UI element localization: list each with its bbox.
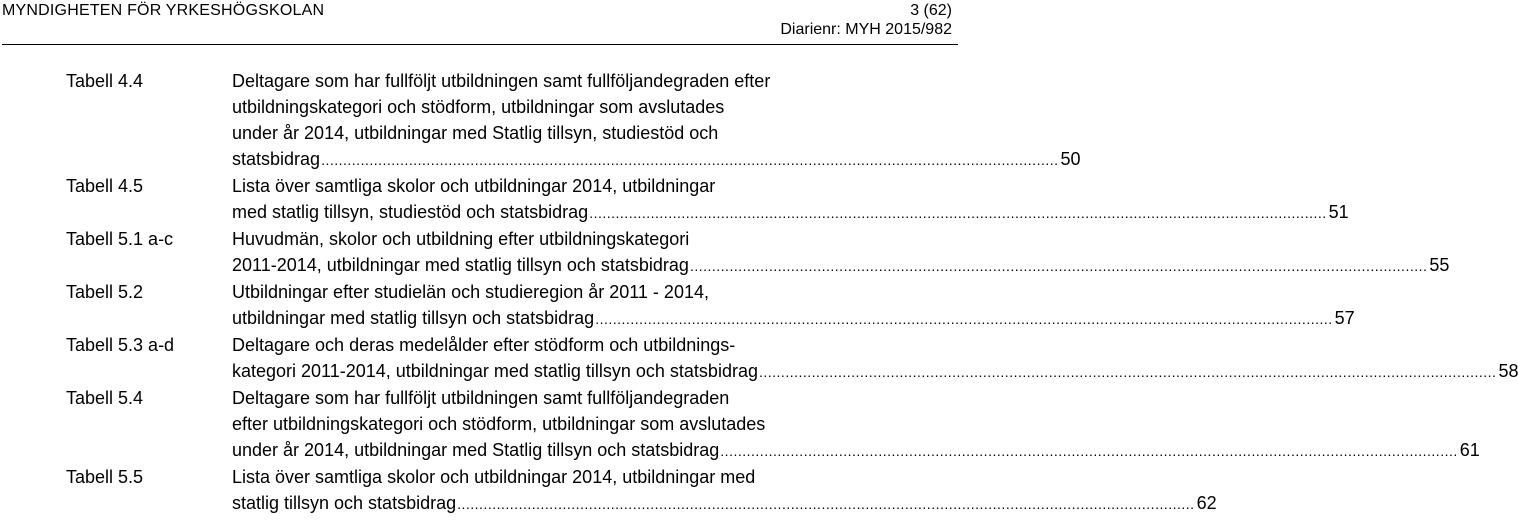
toc-entry-last-line: med statlig tillsyn, studiestöd och statsbidrag ........................................................................................................................................................................ 51 — [232, 199, 840, 226]
toc-entry-tabell-5-1[interactable] — [0, 226, 1450, 279]
toc-entry-tabell-4-4[interactable] — [0, 68, 1081, 173]
toc-entry-last-line: under år 2014, utbildningar med Statlig tillsyn och statsbidrag ........................................................................................................................................................................ 61 — [232, 437, 840, 464]
toc-entry-line: utbildningskategori och stödform, utbildningar som avslutades — [232, 97, 725, 117]
toc-entry-line: Lista över samtliga skolor och utbildningar 2014, utbildningar med — [232, 467, 756, 487]
toc-entry-last-line: statsbidrag ........................................................................................................................................................................ 50 — [232, 146, 840, 173]
dot-leader: ........................................................................................................................................................................ — [457, 496, 1195, 512]
page-number: 55 — [1429, 255, 1450, 275]
dot-leader: ........................................................................................................................................................................ — [595, 311, 1333, 327]
toc-entry-body — [232, 464, 1217, 517]
page-number: 57 — [1334, 308, 1355, 328]
diary-number: Diarienr: MYH 2015/982 — [780, 21, 952, 38]
toc-entry-line: efter utbildningskategori och stödform, utbildningar som avslutades — [232, 414, 766, 434]
toc-entry-body — [232, 279, 1355, 332]
toc-entry-body — [232, 226, 1450, 279]
agency-name: MYNDIGHETEN FÖR YRKESHÖGSKOLAN — [2, 2, 325, 19]
toc-entry-tabell-5-2[interactable] — [0, 279, 1355, 332]
toc-entry-line: Deltagare som har fullföljt utbildningen samt fullföljandegraden — [232, 388, 730, 408]
dot-leader: ........................................................................................................................................................................ — [720, 443, 1458, 459]
toc-entry-tabell-4-5[interactable] — [0, 173, 1349, 226]
header-divider — [2, 44, 958, 45]
table-of-contents — [0, 68, 1518, 517]
toc-entry-last-line: kategori 2011-2014, utbildningar med statlig tillsyn och statsbidrag ........................................................................................................................................................................ 58 — [232, 358, 840, 385]
toc-entry-tabell-5-4[interactable] — [0, 385, 1480, 464]
toc-entry-line: Lista över samtliga skolor och utbildningar 2014, utbildningar — [232, 176, 716, 196]
toc-entry-label: Tabell 4.4 — [66, 71, 144, 91]
toc-entry-line: under år 2014, utbildningar med Statlig tillsyn, studiestöd och — [232, 123, 719, 143]
toc-entry-tabell-5-5[interactable] — [0, 464, 1217, 517]
toc-entry-label: Tabell 4.5 — [66, 176, 144, 196]
toc-entry-last-line: utbildningar med statlig tillsyn och statsbidrag ........................................................................................................................................................................ 57 — [232, 305, 840, 332]
toc-entry-body — [232, 385, 1480, 464]
toc-entry-body — [232, 173, 1349, 226]
toc-entry-label: Tabell 5.2 — [66, 282, 144, 302]
page-number: 50 — [1060, 149, 1081, 169]
dot-leader: ........................................................................................................................................................................ — [758, 364, 1497, 380]
page-number: 61 — [1459, 440, 1480, 460]
toc-entry-label: Tabell 5.1 a-c — [66, 229, 174, 249]
page-number: 62 — [1196, 493, 1217, 513]
toc-entry-label: Tabell 5.4 — [66, 388, 144, 408]
dot-leader: ........................................................................................................................................................................ — [689, 258, 1428, 274]
page-number: 58 — [1498, 361, 1518, 381]
dot-leader: ........................................................................................................................................................................ — [321, 152, 1059, 168]
toc-entry-line: Deltagare och deras medelålder efter stödform och utbildnings- — [232, 335, 736, 355]
toc-entry-line: Huvudmän, skolor och utbildning efter utbildningskategori — [232, 229, 690, 249]
dot-leader: ........................................................................................................................................................................ — [589, 205, 1327, 221]
toc-entry-line: Deltagare som har fullföljt utbildningen samt fullföljandegraden efter — [232, 71, 771, 91]
toc-entry-last-line: statlig tillsyn och statsbidrag ........................................................................................................................................................................ 62 — [232, 490, 840, 517]
toc-entry-last-line: 2011-2014, utbildningar med statlig tillsyn och statsbidrag ........................................................................................................................................................................ 55 — [232, 252, 840, 279]
toc-entry-body — [232, 68, 1081, 173]
page-indicator: 3 (62) — [910, 2, 952, 19]
toc-entry-body — [232, 332, 1518, 385]
toc-entry-label: Tabell 5.3 a-d — [66, 335, 175, 355]
toc-entry-line: Utbildningar efter studielän och studieregion år 2011 - 2014, — [232, 282, 709, 302]
toc-entry-label: Tabell 5.5 — [66, 467, 144, 487]
toc-entry-tabell-5-3[interactable] — [0, 332, 1518, 385]
page-number: 51 — [1328, 202, 1349, 222]
